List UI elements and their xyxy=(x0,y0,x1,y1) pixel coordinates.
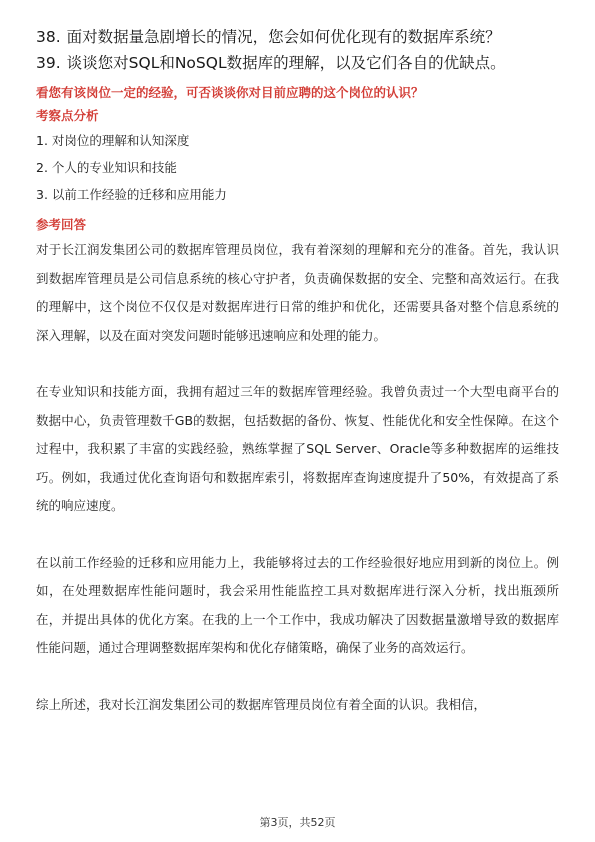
analysis-point: 3. 以前工作经验的迁移和应用能力 xyxy=(36,187,227,202)
answer-paragraph: 综上所述，我对长江润发集团公司的数据库管理员岗位有着全面的认识。我相信， xyxy=(36,696,487,712)
question-item-38 xyxy=(36,24,559,50)
question-number: 38. xyxy=(36,28,61,46)
analysis-heading: 考察点分析 xyxy=(36,108,99,123)
question-item-39 xyxy=(36,50,559,76)
analysis-point: 2. 个人的专业知识和技能 xyxy=(36,160,177,175)
analysis-point: 1. 对岗位的理解和认知深度 xyxy=(36,133,190,148)
question-number: 39. xyxy=(36,54,61,72)
question-text: 谈谈您对SQL和NoSQL数据库的理解，以及它们各自的优缺点。 xyxy=(66,54,506,72)
answer-paragraph: 在以前工作经验的迁移和应用能力上，我能够将过去的工作经验很好地应用到新的岗位上。例如，在处理数据库性能问题时，我会采用性能监控工具对数据库进行深入分析，找出瓶颈所在，并提出具体的优化方案。在我的上一个工作中，我成功解决了因数据量激增导致的数据库性能问题，通过合理调整数据库架构和优化存储策略，确保了业务的高效运行。 xyxy=(36,554,559,655)
question-text: 面对数据量急剧增长的情况，您会如何优化现有的数据库系统？ xyxy=(66,28,501,46)
answer-paragraph: 对于长江润发集团公司的数据库管理员岗位，我有着深刻的理解和充分的准备。首先，我认识到数据库管理员是公司信息系统的核心守护者，负责确保数据的安全、完整和高效运行。在我的理解中，这个岗位不仅仅是对数据库进行日常的维护和优化，还需要具备对整个信息系统的深入理解，以及在面对突发问题时能够迅速响应和处理的能力。 xyxy=(36,242,559,343)
answer-heading: 参考回答 xyxy=(36,217,87,232)
main-question: 看您有该岗位一定的经验，可否谈谈你对目前应聘的这个岗位的认识？ xyxy=(36,85,424,100)
answer-paragraph: 在专业知识和技能方面，我拥有超过三年的数据库管理经验。我曾负责过一个大型电商平台的数据中心，负责管理数千GB的数据，包括数据的备份、恢复、性能优化和安全性保障。在这个过程中，我积累了丰富的实践经验，熟练掌握了SQL Server、Oracle等多种数据库的运维技巧。例如，我通过优化查询语句和数据库索引，将数据库查询速度提升了50%，有效提高了系统的响应速度。 xyxy=(36,384,559,513)
question-list xyxy=(36,24,559,76)
page-footer: 第3页，共52页 xyxy=(259,816,336,829)
